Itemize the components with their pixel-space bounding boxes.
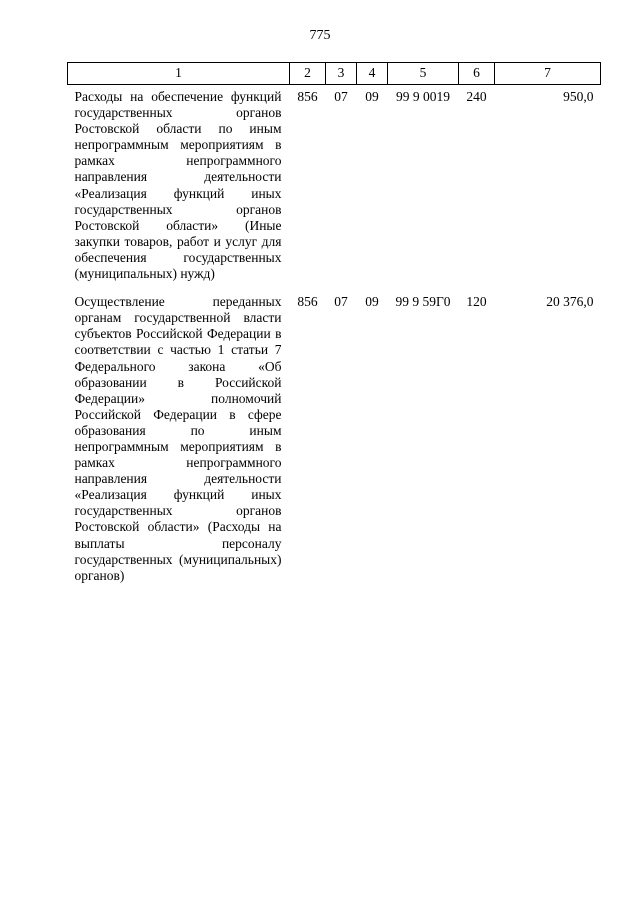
header-col-3: 3 [326, 63, 357, 85]
header-col-6: 6 [459, 63, 495, 85]
table-row [68, 85, 601, 291]
header-col-1: 1 [68, 63, 290, 85]
header-row [68, 63, 601, 85]
row-col-4: 09 [365, 89, 379, 104]
row-col-2: 856 [297, 294, 318, 310]
row-col-2: 856 [297, 89, 318, 104]
row-col-3: 07 [334, 89, 348, 104]
header-col-7: 7 [495, 63, 601, 85]
row-col-6: 240 [466, 89, 487, 104]
budget-table [67, 62, 601, 592]
row-col-6: 120 [466, 294, 487, 310]
row-col-4: 09 [365, 294, 379, 310]
row-description: Осуществление переданных органам государственной власти субъектов Российской Федерации в соответствии с частью 1 статьи 7 Федерального закона «Об образовании в Российской Федерации» полномочий Российской Федерации в сфере образования по иным непрограммным мероприятиям в рамках непрограммного направления деятельности «Реализация функций иных государственных органов Ростовской области» (Расходы на выплаты персоналу государственных (муниципальных) органов) [74, 294, 282, 583]
page-number: 775 [309, 28, 331, 43]
header-col-5: 5 [388, 63, 459, 85]
row-col-3: 07 [334, 294, 348, 310]
row-col-5: 99 9 59Г0 [395, 294, 451, 310]
header-col-4: 4 [357, 63, 388, 85]
row-col-7: 950,0 [563, 89, 594, 104]
row-col-7: 20 376,0 [546, 294, 594, 310]
row-description: Расходы на обеспечение функций государственных органов Ростовской области по иным непрограммным мероприятиям в рамках непрограммного направления деятельности «Реализация функций иных государственных органов Ростовской области» (Иные закупки товаров, работ и услуг для обеспечения государственных (муниципальных) нужд) [74, 89, 282, 282]
row-col-5: 99 9 0019 [396, 89, 450, 104]
table-row [68, 290, 601, 592]
header-col-2: 2 [290, 63, 326, 85]
